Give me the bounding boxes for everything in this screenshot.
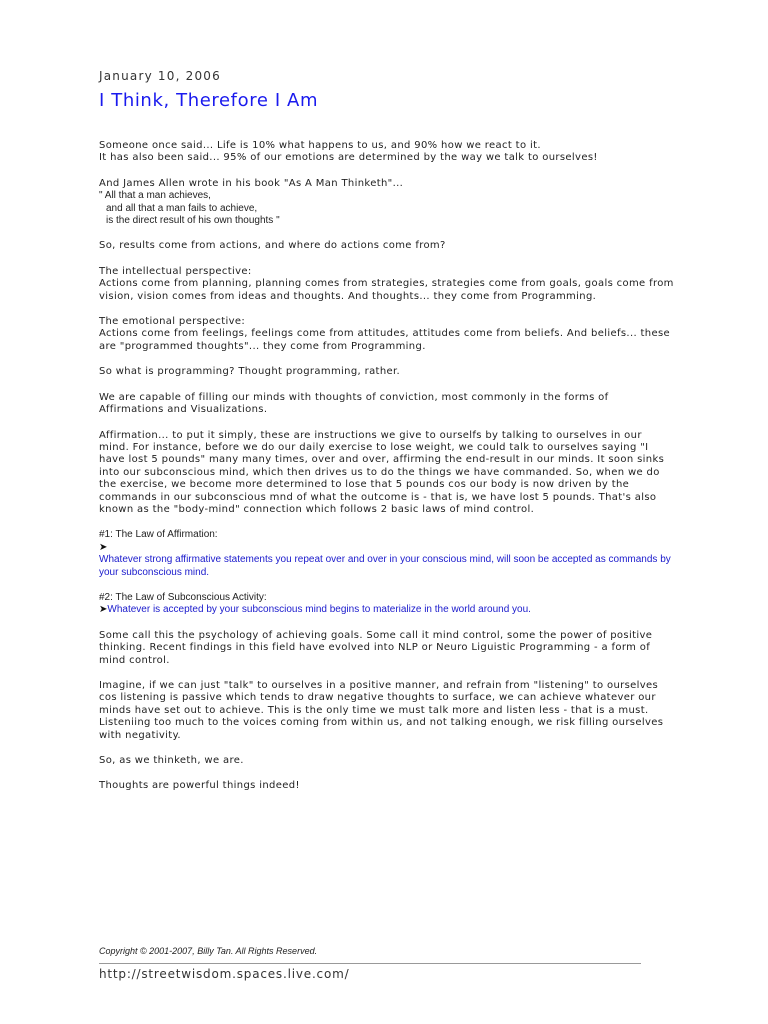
arrow-bullet-icon: ➤ [99, 541, 108, 553]
law-1-heading: #1: The Law of Affirmation: [99, 529, 218, 541]
quote-block [99, 190, 674, 227]
quote-line-3: is the direct result of his own thoughts " [106, 215, 280, 227]
footer-divider [99, 963, 641, 964]
quote-line-2: and all that a man fails to achieve, [106, 202, 258, 214]
intro-line-2: It has also been said... 95% of our emotions are determined by the way we talk to ourselves! [99, 152, 598, 164]
arrow-bullet-icon: ➤ [99, 604, 108, 616]
paragraph-quote [99, 178, 674, 228]
paragraph-results: So, results come from actions, and where do actions come from? [99, 240, 446, 252]
law-2-text: Whatever is accepted by your subconscious mind begins to materialize in the world around you. [107, 604, 531, 616]
post-date: January 10, 2006 [99, 69, 221, 83]
emotional-text: Actions come from feelings, feelings come from attitudes, attitudes come from beliefs. And beliefs... these are "programmed thoughts"... they come from Programming. [99, 328, 671, 352]
post-title: I Think, Therefore I Am [99, 90, 319, 111]
paragraph-emotional [99, 316, 674, 353]
paragraph-capable: We are capable of filling our minds with thoughts of conviction, most commonly in the forms of Affirmations and Visualizations. [99, 391, 609, 416]
quote-intro: And James Allen wrote in his book "As A Man Thinketh"... [99, 177, 404, 189]
paragraph-imagine: Imagine, if we can just "talk" to ourselves in a positive manner, and refrain from "listening" to ourselves cos listening is passive which tends to draw negative thoughts to surface, we can achieve whatever our minds have set out to achieve. This is the only time we must talk more and listen less - that is a must. Listeniing too much to the voices coming from within us, and not talking enough, we risk filling ourselves with negativity. [99, 680, 664, 741]
paragraph-psychology: Some call this the psychology of achieving goals. Some call it mind control, some the power of positive thinking. Recent findings in this field have evolved into NLP or Neuro Liguistic Programming - a form of mind control. [99, 629, 653, 666]
paragraph-programming: So what is programming? Thought programming, rather. [99, 366, 401, 378]
paragraph-final: Thoughts are powerful things indeed! [99, 780, 300, 792]
law-1-text: Whatever strong affirmative statements you repeat over and over in your conscious mind, will soon be accepted as commands by your subconscious mind. [99, 554, 671, 578]
paragraph-affirmation: Affirmation... to put it simply, these are instructions we give to ourselfs by talking to ourselves in our mind. For instance, before we do our daily exercise to lose weight, we could talk to ourselves saying "I have lost 5 pounds" many many times, over and over, affirming the end-result in our minds. It soon sinks into our subconscious mind, which then drives us to do the things we have commanded. So, when we do the exercise, we become more determined to lose that 5 pounds cos our body is now driven by the commands in our subconscious mnd of what the outcome is - that is, we have lost 5 pounds. That's also known as the "body-mind" connection which follows 2 basic laws of mind control. [99, 429, 665, 515]
law-2-line [99, 604, 674, 616]
quote-line-1: " All that a man achieves, [99, 190, 211, 202]
paragraph-thinketh: So, as we thinketh, we are. [99, 755, 244, 767]
emotional-heading: The emotional perspective: [99, 316, 246, 328]
intellectual-heading: The intellectual perspective: [99, 265, 252, 277]
footer-url-link[interactable]: http://streetwisdom.spaces.live.com/ [99, 967, 350, 981]
law-2 [99, 592, 674, 617]
copyright-notice: Copyright © 2001-2007, Billy Tan. All Rights Reserved. [99, 946, 318, 956]
paragraph-intro [99, 140, 674, 165]
intro-line-1: Someone once said... Life is 10% what happens to us, and 90% how we react to it. [99, 140, 541, 151]
paragraph-intellectual [99, 266, 674, 303]
post-body [99, 140, 674, 806]
law-2-heading: #2: The Law of Subconscious Activity: [99, 591, 267, 603]
law-1 [99, 529, 674, 579]
intellectual-text: Actions come from planning, planning comes from strategies, strategies come from goals, goals come from vision, vision comes from ideas and thoughts. And thoughts... they come from Programming. [99, 278, 674, 302]
